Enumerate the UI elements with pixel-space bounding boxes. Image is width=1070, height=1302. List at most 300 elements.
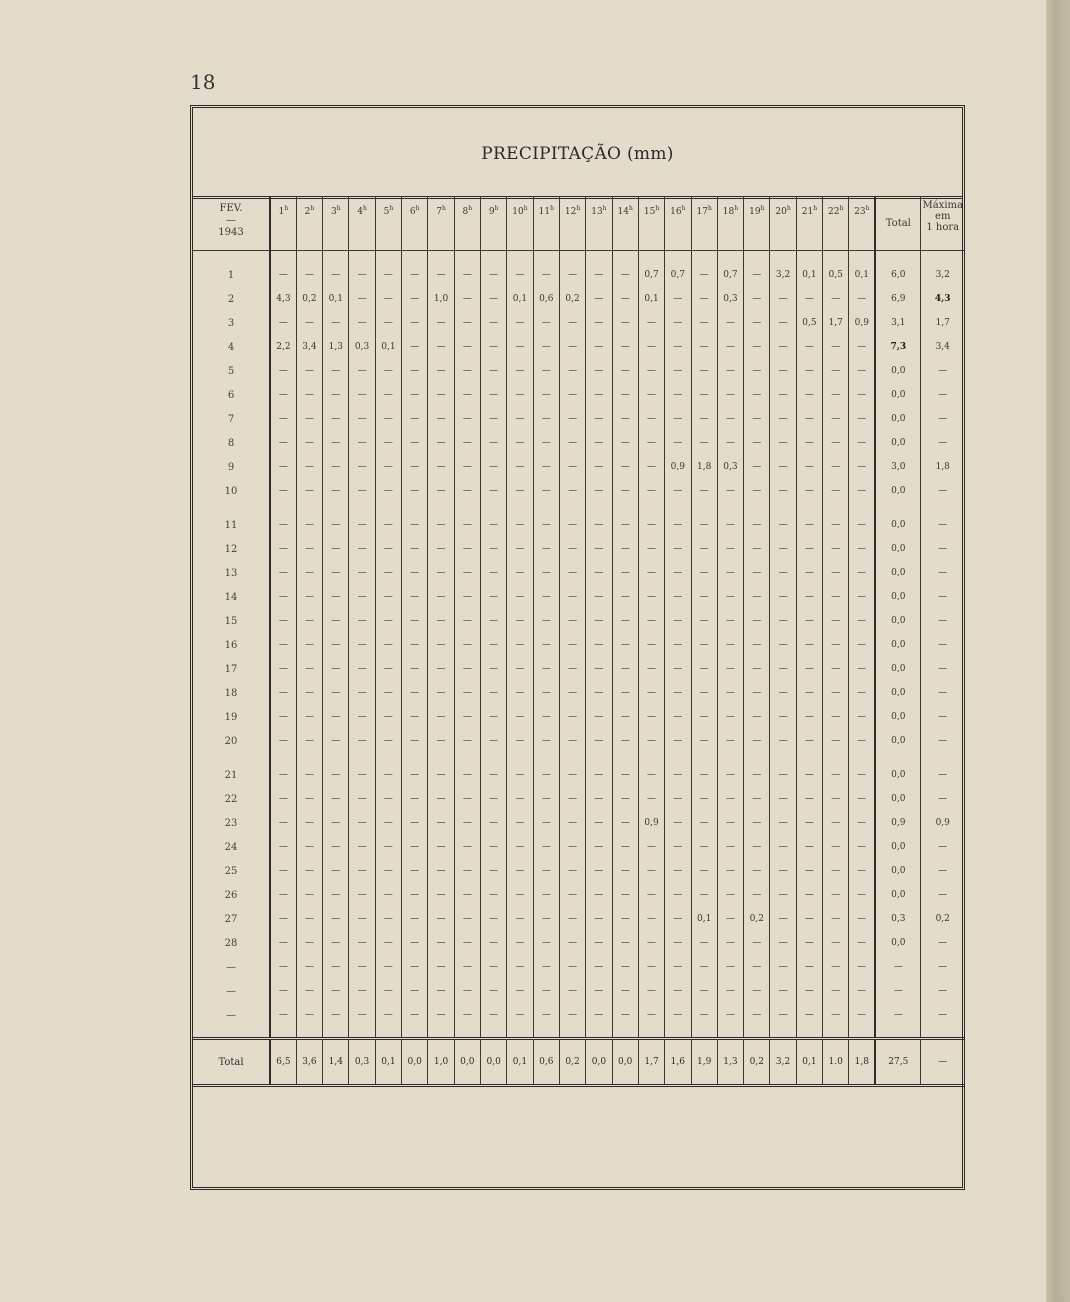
row-max-cell: —	[921, 359, 964, 383]
grand-total-cell: 27,5	[875, 1039, 921, 1086]
gap-cell	[744, 1027, 770, 1039]
gap-cell	[665, 1027, 691, 1039]
gap-cell	[638, 753, 664, 763]
hour-value-cell: —	[744, 609, 770, 633]
hour-suffix: h	[494, 205, 499, 212]
hour-value-cell: —	[481, 585, 507, 609]
hour-value-cell: —	[349, 287, 375, 311]
hour-value-cell: —	[481, 955, 507, 979]
hour-value-cell: —	[533, 431, 559, 455]
hour-value-cell: —	[454, 335, 480, 359]
hour-value-cell: —	[323, 955, 349, 979]
hour-value-cell: —	[612, 633, 638, 657]
row-total-cell: 0,0	[875, 609, 921, 633]
hour-value-cell: —	[638, 681, 664, 705]
day-cell: 13	[224, 567, 238, 579]
gap-cell	[586, 503, 612, 513]
hour-value-cell: —	[559, 657, 585, 681]
hour-value-cell: —	[375, 883, 401, 907]
row-total-cell: 0,0	[875, 431, 921, 455]
hour-value-cell: —	[796, 383, 822, 407]
hour-value-cell: —	[507, 931, 533, 955]
hour-value-cell: —	[481, 811, 507, 835]
hour-value-cell: —	[823, 383, 849, 407]
hour-value-cell: —	[402, 251, 428, 288]
gap-cell	[559, 753, 585, 763]
hour-value-cell: —	[533, 705, 559, 729]
hour-value-cell: —	[638, 383, 664, 407]
day-cell: 24	[224, 841, 238, 853]
hour-value-cell: —	[849, 979, 875, 1003]
hour-value-cell: —	[375, 907, 401, 931]
hour-value-cell: —	[375, 633, 401, 657]
hour-value-cell: —	[296, 811, 322, 835]
hour-value-cell: —	[796, 359, 822, 383]
hour-value-cell: —	[823, 455, 849, 479]
hour-value-cell: —	[323, 455, 349, 479]
hour-value-cell: 0,7	[717, 251, 743, 288]
gap-cell	[296, 753, 322, 763]
hour-value-cell: —	[612, 835, 638, 859]
hour-value-cell: —	[559, 335, 585, 359]
hour-value-cell: —	[665, 407, 691, 431]
gap-cell	[691, 1027, 717, 1039]
hour-value-cell: —	[481, 609, 507, 633]
hour-value-cell: —	[849, 787, 875, 811]
hour-value-cell: —	[665, 585, 691, 609]
hour-value-cell: —	[744, 455, 770, 479]
hour-value-cell: —	[533, 455, 559, 479]
hour-suffix: h	[734, 205, 739, 212]
hour-value-cell: —	[638, 633, 664, 657]
hour-value-cell: —	[717, 681, 743, 705]
hour-value-cell: —	[270, 311, 296, 335]
hour-total-cell: 1,9	[691, 1039, 717, 1086]
hour-value-cell: —	[849, 657, 875, 681]
hour-value-cell: —	[612, 979, 638, 1003]
hour-value-cell: 0,5	[796, 311, 822, 335]
hour-value-cell: —	[507, 633, 533, 657]
table-row	[193, 787, 964, 811]
page-edge-shadow	[1046, 0, 1070, 1302]
hour-value-cell: —	[454, 633, 480, 657]
hour-value-cell: —	[823, 979, 849, 1003]
hour-value-cell: —	[796, 705, 822, 729]
hour-value-cell: —	[665, 513, 691, 537]
day-cell: 9	[227, 461, 235, 473]
table-row	[193, 479, 964, 503]
hour-suffix: h	[284, 205, 289, 212]
row-total-cell: 0,0	[875, 359, 921, 383]
hour-value-cell: —	[559, 955, 585, 979]
row-total-cell: 0,0	[875, 883, 921, 907]
gap-cell	[323, 1027, 349, 1039]
hour-value-cell: —	[744, 585, 770, 609]
hour-value-cell: —	[744, 561, 770, 585]
hour-value-cell: —	[586, 763, 612, 787]
hour-value-cell: —	[402, 311, 428, 335]
hour-value-cell: —	[717, 657, 743, 681]
hour-value-cell: —	[533, 729, 559, 753]
gap-cell	[612, 1027, 638, 1039]
hour-value-cell: —	[270, 479, 296, 503]
hour-suffix: h	[415, 205, 420, 212]
gap-cell	[375, 753, 401, 763]
row-total-cell: 0,0	[875, 787, 921, 811]
hour-value-cell: —	[349, 537, 375, 561]
gap-cell	[428, 503, 454, 513]
hour-value-cell: —	[665, 561, 691, 585]
hour-value-cell: —	[586, 811, 612, 835]
hour-value-cell: —	[638, 431, 664, 455]
hour-value-cell: —	[533, 763, 559, 787]
hour-value-cell: —	[270, 787, 296, 811]
hour-value-cell: —	[402, 455, 428, 479]
hour-value-cell: —	[507, 359, 533, 383]
hour-value-cell: —	[586, 859, 612, 883]
hour-value-cell: —	[717, 979, 743, 1003]
hour-value-cell: —	[533, 561, 559, 585]
hour-value-cell: —	[402, 537, 428, 561]
row-max-cell: —	[921, 537, 964, 561]
hour-value-cell: —	[402, 479, 428, 503]
hour-value-cell: —	[375, 979, 401, 1003]
hour-value-cell: —	[796, 633, 822, 657]
hour-value-cell: —	[402, 335, 428, 359]
hour-value-cell: —	[323, 883, 349, 907]
hour-value-cell: —	[375, 729, 401, 753]
hour-value-cell: —	[559, 311, 585, 335]
row-total-cell: 0,0	[875, 681, 921, 705]
hour-value-cell: —	[612, 681, 638, 705]
hour-value-cell: —	[323, 681, 349, 705]
hour-value-cell: —	[296, 609, 322, 633]
hour-value-cell: —	[691, 431, 717, 455]
hour-value-cell: —	[796, 407, 822, 431]
gap-cell	[559, 1027, 585, 1039]
totals-row	[193, 1039, 964, 1086]
hour-value-cell: —	[717, 407, 743, 431]
gap-cell	[323, 753, 349, 763]
hour-value-cell: —	[533, 787, 559, 811]
hour-value-cell: —	[717, 931, 743, 955]
hour-value-cell: —	[296, 455, 322, 479]
hour-value-cell: —	[770, 407, 796, 431]
hour-value-cell: —	[586, 979, 612, 1003]
hour-value-cell: —	[717, 335, 743, 359]
hour-value-cell: —	[481, 431, 507, 455]
hour-value-cell: —	[375, 513, 401, 537]
hour-value-cell: —	[717, 359, 743, 383]
hour-value-cell: —	[533, 931, 559, 955]
hour-value-cell: —	[349, 681, 375, 705]
hour-value-cell: —	[796, 811, 822, 835]
hour-value-cell: —	[375, 311, 401, 335]
row-max-cell: —	[921, 609, 964, 633]
hour-total-cell: 1,7	[638, 1039, 664, 1086]
hour-value-cell: —	[481, 383, 507, 407]
hour-value-cell: —	[507, 657, 533, 681]
hour-value-cell: —	[481, 311, 507, 335]
day-cell: 8	[227, 437, 235, 449]
hour-value-cell: —	[428, 811, 454, 835]
hour-total-cell: 1,8	[849, 1039, 875, 1086]
hour-value-cell: —	[665, 955, 691, 979]
table-row	[193, 955, 964, 979]
hour-value-cell: —	[349, 657, 375, 681]
hour-value-cell: —	[612, 561, 638, 585]
hour-value-cell: —	[665, 359, 691, 383]
hour-value-cell: —	[270, 383, 296, 407]
hour-value-cell: —	[349, 633, 375, 657]
gap-cell	[612, 503, 638, 513]
hour-value-cell: —	[296, 383, 322, 407]
hour-value-cell: —	[559, 537, 585, 561]
hour-value-cell: —	[296, 513, 322, 537]
hour-value-cell: —	[665, 431, 691, 455]
year-label: 1943	[218, 227, 244, 238]
hour-value-cell: —	[428, 883, 454, 907]
hour-value-cell: —	[428, 561, 454, 585]
hour-value-cell: —	[270, 513, 296, 537]
hour-value-cell: —	[349, 251, 375, 288]
hour-value-cell: —	[296, 705, 322, 729]
hour-value-cell: —	[428, 955, 454, 979]
hour-value-cell: —	[402, 431, 428, 455]
hour-value-cell: —	[717, 383, 743, 407]
row-total-cell: 0,0	[875, 537, 921, 561]
hour-value-cell: —	[612, 287, 638, 311]
row-total-cell: 0,0	[875, 705, 921, 729]
row-max-cell: 3,4	[921, 335, 964, 359]
hour-value-cell: —	[744, 763, 770, 787]
gap-cell	[744, 753, 770, 763]
hour-total-cell: 0,1	[375, 1039, 401, 1086]
row-total-cell: —	[875, 955, 921, 979]
hour-suffix: h	[363, 205, 367, 212]
hour-value-cell: —	[823, 609, 849, 633]
gap-cell	[375, 1027, 401, 1039]
hour-value-cell: —	[849, 609, 875, 633]
hour-value-cell: —	[717, 787, 743, 811]
hour-suffix: h	[441, 205, 446, 212]
hour-value-cell: —	[849, 287, 875, 311]
hour-value-cell: —	[349, 907, 375, 931]
hour-value-cell: —	[559, 479, 585, 503]
hour-value-cell: —	[402, 979, 428, 1003]
hour-value-cell: —	[323, 787, 349, 811]
gap-cell	[796, 753, 822, 763]
hour-value-cell: —	[270, 705, 296, 729]
hour-value-cell: —	[691, 787, 717, 811]
hour-value-cell: —	[823, 359, 849, 383]
hour-value-cell: —	[454, 513, 480, 537]
hour-value-cell: —	[533, 407, 559, 431]
hour-value-cell: —	[296, 835, 322, 859]
hour-value-cell: —	[823, 835, 849, 859]
hour-total-cell: 1,3	[717, 1039, 743, 1086]
hour-value-cell: —	[744, 359, 770, 383]
hour-value-cell: —	[270, 979, 296, 1003]
day-cell: 11	[224, 519, 238, 531]
hour-value-cell: —	[349, 609, 375, 633]
hour-value-cell: —	[823, 407, 849, 431]
hour-value-cell: —	[454, 705, 480, 729]
gap-cell	[193, 503, 270, 513]
hour-value-cell: —	[612, 955, 638, 979]
hour-value-cell: —	[375, 657, 401, 681]
hour-value-cell: —	[559, 431, 585, 455]
hour-value-cell: —	[586, 883, 612, 907]
hour-value-cell: —	[507, 811, 533, 835]
hour-suffix: h	[865, 205, 870, 212]
hour-value-cell: —	[454, 455, 480, 479]
hour-value-cell: 0,1	[796, 251, 822, 288]
hour-value-cell: —	[665, 311, 691, 335]
hour-value-cell: —	[770, 455, 796, 479]
gap-cell	[691, 753, 717, 763]
hour-value-cell: 2,2	[270, 335, 296, 359]
hour-suffix: h	[707, 205, 712, 212]
hour-value-cell: —	[770, 811, 796, 835]
hour-value-cell: —	[402, 955, 428, 979]
hour-value-cell: —	[559, 859, 585, 883]
hour-value-cell: —	[559, 811, 585, 835]
hour-value-cell: —	[612, 479, 638, 503]
day-cell: 25	[224, 865, 238, 877]
hour-value-cell: —	[612, 335, 638, 359]
day-cell: 6	[227, 389, 235, 401]
gap-cell	[402, 753, 428, 763]
day-cell: 3	[227, 317, 235, 329]
day-cell: 10	[224, 485, 238, 497]
hour-value-cell: —	[402, 407, 428, 431]
gap-cell	[296, 503, 322, 513]
row-max-cell: 4,3	[921, 287, 964, 311]
hour-total-cell: 0,0	[454, 1039, 480, 1086]
hour-value-cell: —	[349, 407, 375, 431]
gap-cell	[921, 753, 964, 763]
hour-value-cell: —	[744, 311, 770, 335]
precipitation-table	[193, 196, 964, 1087]
row-total-cell: 3,0	[875, 455, 921, 479]
header-row	[193, 196, 964, 251]
hour-header-6: 6$^h$	[402, 196, 428, 251]
hour-value-cell: —	[770, 359, 796, 383]
hour-value-cell: —	[533, 979, 559, 1003]
hour-value-cell: —	[770, 787, 796, 811]
hour-header-16: 16$^h$	[665, 196, 691, 251]
hour-value-cell: —	[638, 657, 664, 681]
row-max-cell: —	[921, 479, 964, 503]
day-cell: —	[226, 985, 236, 997]
gap-cell	[454, 503, 480, 513]
hour-value-cell: —	[533, 1003, 559, 1027]
hour-value-cell: —	[428, 835, 454, 859]
hour-value-cell: —	[270, 407, 296, 431]
hour-value-cell: —	[533, 859, 559, 883]
hour-value-cell: —	[349, 859, 375, 883]
hour-value-cell: —	[402, 383, 428, 407]
hour-value-cell: —	[823, 479, 849, 503]
hour-value-cell: —	[849, 585, 875, 609]
row-total-cell: 0,0	[875, 763, 921, 787]
table-row	[193, 907, 964, 931]
hour-value-cell: —	[323, 251, 349, 288]
hour-value-cell: —	[454, 681, 480, 705]
day-cell: 5	[227, 365, 235, 377]
table-row	[193, 251, 964, 288]
hour-value-cell: —	[770, 383, 796, 407]
hour-value-cell: —	[454, 431, 480, 455]
table-row	[193, 811, 964, 835]
hour-header-8: 8$^h$	[454, 196, 480, 251]
hour-value-cell: 0,1	[691, 907, 717, 931]
hour-value-cell: —	[323, 705, 349, 729]
hour-value-cell: 0,2	[296, 287, 322, 311]
hour-value-cell: —	[823, 729, 849, 753]
hour-total-cell: 0,0	[612, 1039, 638, 1086]
gap-cell	[193, 1027, 270, 1039]
hour-value-cell: —	[507, 455, 533, 479]
hour-value-cell: —	[665, 835, 691, 859]
page-number: 18	[190, 70, 216, 94]
gap-cell	[612, 753, 638, 763]
hour-value-cell: —	[454, 657, 480, 681]
hour-value-cell: —	[323, 537, 349, 561]
hour-header-2: 2$^h$	[296, 196, 322, 251]
table-row	[193, 835, 964, 859]
hour-value-cell: —	[481, 705, 507, 729]
gap-cell	[533, 1027, 559, 1039]
hour-value-cell: —	[823, 681, 849, 705]
gap-cell	[849, 503, 875, 513]
row-total-cell: 7,3	[875, 335, 921, 359]
hour-value-cell: —	[717, 585, 743, 609]
row-total-cell: 0,0	[875, 585, 921, 609]
hour-value-cell: —	[454, 251, 480, 288]
hour-value-cell: —	[691, 835, 717, 859]
decade-gap	[193, 503, 964, 513]
hour-value-cell: —	[323, 811, 349, 835]
hour-value-cell: —	[402, 561, 428, 585]
hour-value-cell: —	[638, 407, 664, 431]
hour-value-cell: —	[665, 787, 691, 811]
hour-total-cell: 0,2	[559, 1039, 585, 1086]
hour-value-cell: —	[638, 883, 664, 907]
hour-value-cell: 3,2	[770, 251, 796, 288]
gap-cell	[665, 753, 691, 763]
hour-value-cell: —	[744, 835, 770, 859]
totals-label: Total	[193, 1039, 270, 1086]
hour-value-cell: —	[323, 1003, 349, 1027]
hour-value-cell: —	[770, 633, 796, 657]
hour-value-cell: —	[770, 657, 796, 681]
hour-value-cell: —	[691, 479, 717, 503]
hour-value-cell: —	[691, 383, 717, 407]
hour-value-cell: —	[507, 763, 533, 787]
hour-value-cell: —	[428, 907, 454, 931]
hour-value-cell: —	[533, 907, 559, 931]
hour-value-cell: —	[481, 729, 507, 753]
hour-value-cell: —	[691, 979, 717, 1003]
table-row	[193, 455, 964, 479]
hour-value-cell: —	[612, 585, 638, 609]
hour-value-cell: —	[296, 729, 322, 753]
hour-value-cell: —	[349, 931, 375, 955]
hour-value-cell: —	[717, 537, 743, 561]
hour-value-cell: —	[823, 431, 849, 455]
